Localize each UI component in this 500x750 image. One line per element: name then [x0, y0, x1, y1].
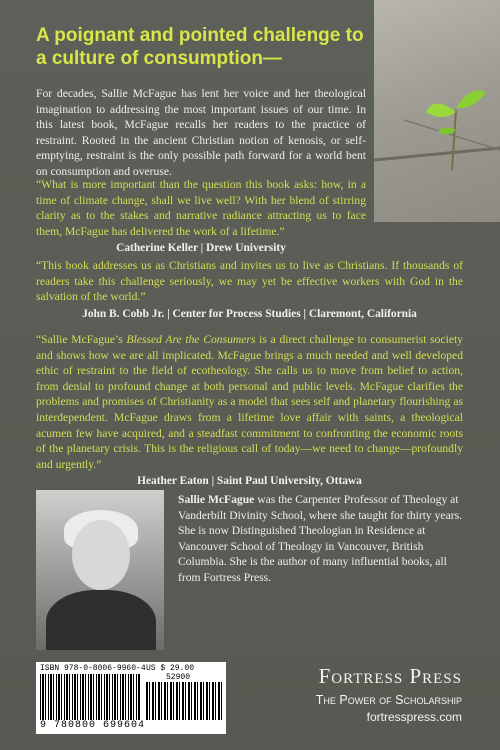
isbn-label: ISBN 978-0-8006-9960-4 — [40, 664, 146, 673]
price-label: US $ 29.00 — [146, 664, 195, 673]
author-bio — [178, 492, 468, 586]
publisher-name: Fortress Press — [318, 664, 462, 688]
price-barcode-bars — [146, 682, 222, 720]
quote-text: “What is more important than the question this book asks: how, in a time of climate change, shall we live well? With her blend of stirring clarity as to the stakes and narrative radiance attracting us to face them, McFague has delivered the work of a lifetime.” — [36, 178, 366, 238]
intro-paragraph: For decades, Sallie McFague has lent her voice and her theological imagination to addressing the most important issues of our time. In this latest book, McFague recalls her readers to the practice of restraint. Rooted in the ancient Christian notion of kenosis, or self-emptying, restraint is the only possible path forward for a world bent on consumption and overuse. — [36, 87, 366, 178]
quote-attribution: Heather Eaton | Saint Paul University, Ottawa — [137, 475, 362, 488]
seedling-icon — [374, 0, 500, 222]
quote-text-start: “Sallie McFague’s — [36, 333, 127, 346]
author-photo — [36, 490, 164, 650]
barcode-bars — [40, 674, 140, 720]
endorsement-quote — [36, 332, 463, 490]
headline: A poignant and pointed challenge to a culture of consumption— — [36, 25, 364, 69]
author-face — [72, 520, 130, 590]
quote-attribution: Catherine Keller | Drew University — [116, 242, 286, 255]
price-code: 52900 — [166, 673, 191, 682]
ean-number: 9 780800 699604 — [40, 720, 146, 731]
author-name: Sallie McFague — [178, 493, 255, 506]
book-title: Blessed Are the Consumers — [126, 333, 256, 346]
quote-text: “This book addresses us as Christians and invites us to live as Christians. If thousands of readers take this challenge seriously, we may yet be effective workers with God in the salvation of the world.” — [36, 259, 463, 304]
barcode — [36, 662, 226, 734]
quote-attribution: John B. Cobb Jr. | Center for Process Studies | Claremont, California — [82, 307, 417, 320]
seedling-photo — [374, 0, 500, 222]
endorsement-quote — [36, 258, 463, 322]
publisher-url: fortresspress.com — [366, 710, 462, 724]
publisher-tagline: The Power of Scholarship — [315, 693, 462, 707]
publisher-block — [262, 664, 462, 724]
bio-text: was the Carpenter Professor of Theology at Vanderbilt Divinity School, where she taught for thirty years. She is now Distinguished Theologian in Residence at Vancouver School of Theology in Vancouver, British Columbia. She is the author of many influential books, all from Fortress Press. — [178, 493, 462, 584]
endorsement-quote — [36, 177, 366, 257]
quote-text-end: is a direct challenge to consumerist society and shows how we are all implicated. McFague brings a much needed and well developed ethic of restraint to the field of ecotheology. She calls us to move from belief to action, from denial to profound change at both personal and public levels. McFague clarifies the problems and promises of Christianity as a model that sees self and planetary flourishing as interdependent. McFague draws from a lifetime love affair with saints, a theological acumen few have acquired, and a steadfast commitment to confronting the economic roots of the planetary crisis. This is the religious call of today—we need to change—profoundly and urgently.” — [36, 333, 463, 471]
author-body — [46, 590, 156, 650]
